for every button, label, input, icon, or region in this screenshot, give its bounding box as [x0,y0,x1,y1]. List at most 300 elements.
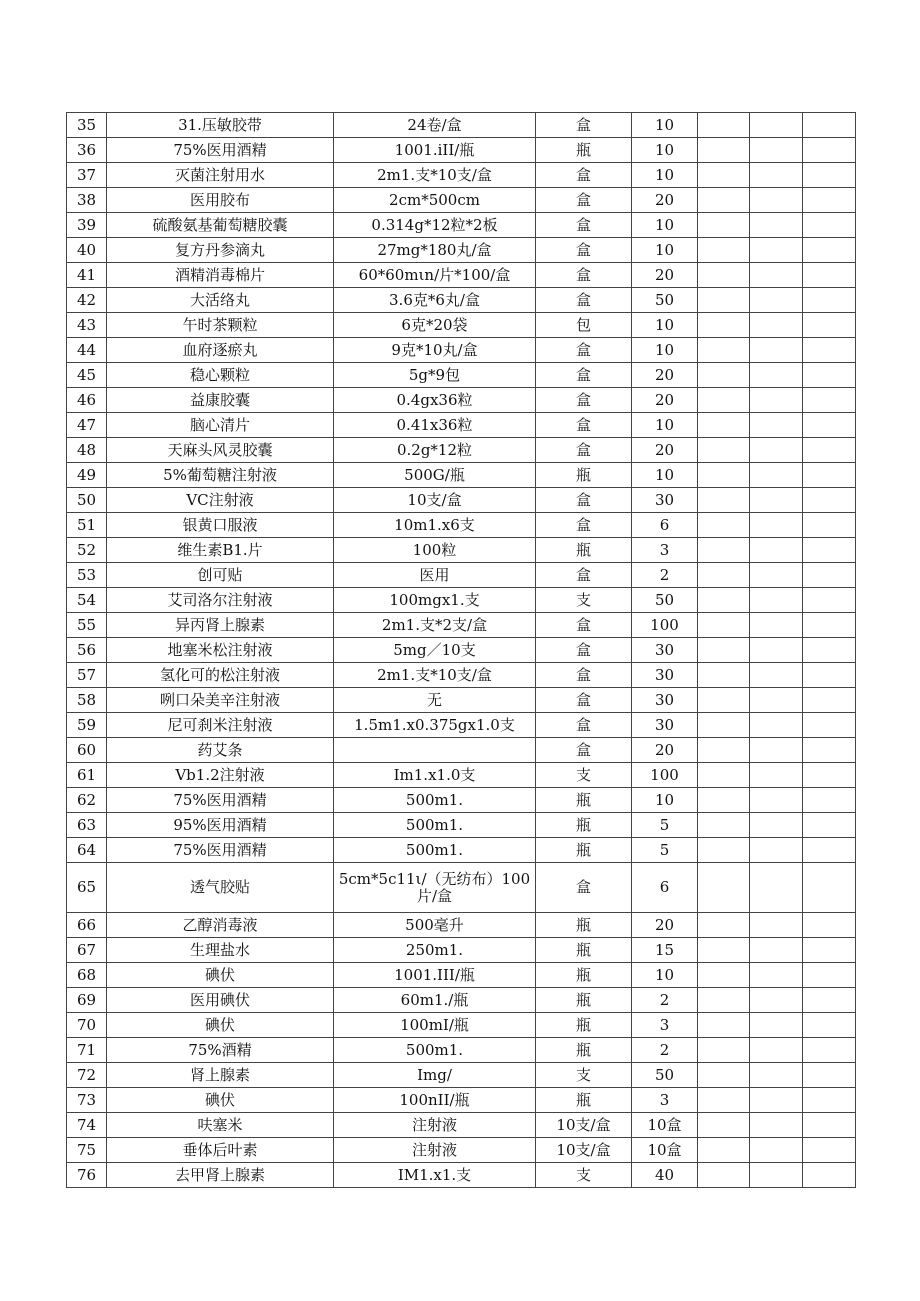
empty-cell [698,913,750,938]
empty-cell [750,1088,803,1113]
empty-cell [750,813,803,838]
item-spec: 5g*9包 [334,363,536,388]
row-number: 65 [67,863,107,913]
row-number: 74 [67,1113,107,1138]
item-name: 创可贴 [107,563,334,588]
empty-cell [803,738,856,763]
table-row [67,488,856,513]
item-name: 碘伏 [107,1088,334,1113]
item-spec: 5mg／10支 [334,638,536,663]
item-unit: 盒 [536,563,632,588]
item-spec [334,738,536,763]
table-row [67,1088,856,1113]
empty-cell [803,1163,856,1188]
item-unit: 10支/盒 [536,1138,632,1163]
item-spec: 0.41x36粒 [334,413,536,438]
empty-cell [750,663,803,688]
row-number: 53 [67,563,107,588]
empty-cell [698,138,750,163]
item-name: 碘伏 [107,963,334,988]
item-spec: 6克*20袋 [334,313,536,338]
item-unit: 支 [536,763,632,788]
item-name: 银黄口服液 [107,513,334,538]
empty-cell [803,663,856,688]
empty-cell [698,588,750,613]
item-unit: 瓶 [536,813,632,838]
item-unit: 盒 [536,363,632,388]
empty-cell [803,838,856,863]
empty-cell [750,513,803,538]
row-number: 67 [67,938,107,963]
empty-cell [698,288,750,313]
empty-cell [698,538,750,563]
table-row [67,763,856,788]
empty-cell [803,338,856,363]
item-unit: 盒 [536,338,632,363]
item-unit: 盒 [536,488,632,513]
empty-cell [698,788,750,813]
row-number: 37 [67,163,107,188]
item-spec: 500m1. [334,813,536,838]
empty-cell [803,388,856,413]
empty-cell [750,963,803,988]
empty-cell [750,363,803,388]
table-row [67,338,856,363]
item-name: VC注射液 [107,488,334,513]
item-quantity: 10 [632,963,698,988]
table-row [67,363,856,388]
item-quantity: 20 [632,913,698,938]
item-spec: 无 [334,688,536,713]
row-number: 49 [67,463,107,488]
row-number: 72 [67,1063,107,1088]
empty-cell [750,1113,803,1138]
table-row [67,863,856,913]
item-spec: 100粒 [334,538,536,563]
item-quantity: 20 [632,363,698,388]
item-quantity: 10 [632,238,698,263]
item-unit: 瓶 [536,938,632,963]
empty-cell [750,638,803,663]
item-name: 灭菌注射用水 [107,163,334,188]
row-number: 70 [67,1013,107,1038]
item-spec: 2m1.支*2支/盒 [334,613,536,638]
item-name: 复方丹参滴丸 [107,238,334,263]
item-name: 地塞米松注射液 [107,638,334,663]
item-unit: 盒 [536,713,632,738]
empty-cell [698,313,750,338]
item-spec: 500m1. [334,1038,536,1063]
item-name: 75%医用酒精 [107,138,334,163]
empty-cell [750,838,803,863]
empty-cell [803,938,856,963]
item-quantity: 10 [632,463,698,488]
row-number: 43 [67,313,107,338]
item-unit: 盒 [536,738,632,763]
item-spec: 0.4gx36粒 [334,388,536,413]
item-spec: 注射液 [334,1138,536,1163]
item-unit: 盒 [536,413,632,438]
item-unit: 支 [536,588,632,613]
empty-cell [750,213,803,238]
empty-cell [750,413,803,438]
row-number: 75 [67,1138,107,1163]
item-spec: 10支/盒 [334,488,536,513]
empty-cell [750,988,803,1013]
item-name: 天麻头风灵胶囊 [107,438,334,463]
item-unit: 瓶 [536,1038,632,1063]
empty-cell [803,438,856,463]
item-quantity: 100 [632,763,698,788]
item-quantity: 6 [632,513,698,538]
row-number: 48 [67,438,107,463]
row-number: 73 [67,1088,107,1113]
row-number: 54 [67,588,107,613]
item-quantity: 30 [632,713,698,738]
empty-cell [750,188,803,213]
item-quantity: 50 [632,588,698,613]
table-row [67,1163,856,1188]
empty-cell [698,463,750,488]
empty-cell [803,313,856,338]
item-name: 生理盐水 [107,938,334,963]
empty-cell [750,563,803,588]
item-name: 5%葡萄糖注射液 [107,463,334,488]
table-row [67,138,856,163]
item-spec: 1001.iII/瓶 [334,138,536,163]
item-spec: 500m1. [334,788,536,813]
empty-cell [698,663,750,688]
empty-cell [803,288,856,313]
item-name: 碘伏 [107,1013,334,1038]
item-name: 大活络丸 [107,288,334,313]
empty-cell [698,413,750,438]
empty-cell [698,863,750,913]
item-quantity: 20 [632,438,698,463]
item-name: 75%医用酒精 [107,838,334,863]
item-name: 呋塞米 [107,1113,334,1138]
item-unit: 瓶 [536,463,632,488]
item-quantity: 10 [632,113,698,138]
empty-cell [750,738,803,763]
table-row [67,263,856,288]
item-spec: 9克*10丸/盒 [334,338,536,363]
table-row [67,838,856,863]
item-unit: 盒 [536,638,632,663]
table-row [67,1113,856,1138]
empty-cell [803,488,856,513]
item-name: Vb1.2注射液 [107,763,334,788]
empty-cell [698,1113,750,1138]
table-row [67,538,856,563]
item-spec: 2cm*500cm [334,188,536,213]
item-spec: 100mgx1.支 [334,588,536,613]
item-unit: 支 [536,1163,632,1188]
empty-cell [750,763,803,788]
item-name: 异丙肾上腺素 [107,613,334,638]
empty-cell [750,863,803,913]
item-name: 95%医用酒精 [107,813,334,838]
item-spec: IM1.x1.支 [334,1163,536,1188]
empty-cell [750,113,803,138]
item-quantity: 10 [632,788,698,813]
item-name: 艾司洛尔注射液 [107,588,334,613]
table-row [67,988,856,1013]
item-name: 硫酸氨基葡萄糖胶囊 [107,213,334,238]
item-unit: 盒 [536,688,632,713]
row-number: 61 [67,763,107,788]
item-unit: 盒 [536,438,632,463]
row-number: 66 [67,913,107,938]
item-unit: 盒 [536,263,632,288]
item-quantity: 50 [632,1063,698,1088]
empty-cell [803,913,856,938]
empty-cell [803,1013,856,1038]
table-row [67,788,856,813]
empty-cell [750,488,803,513]
table-row [67,188,856,213]
empty-cell [803,363,856,388]
empty-cell [698,563,750,588]
empty-cell [803,163,856,188]
item-spec: 24卷/盒 [334,113,536,138]
item-quantity: 5 [632,838,698,863]
row-number: 44 [67,338,107,363]
table-row [67,613,856,638]
item-name: 医用胶布 [107,188,334,213]
item-quantity: 5 [632,813,698,838]
empty-cell [803,538,856,563]
empty-cell [750,588,803,613]
item-unit: 瓶 [536,988,632,1013]
row-number: 57 [67,663,107,688]
item-name: 稳心颗粒 [107,363,334,388]
item-name: 75%医用酒精 [107,788,334,813]
empty-cell [750,1138,803,1163]
row-number: 47 [67,413,107,438]
empty-cell [750,713,803,738]
item-spec: 500m1. [334,838,536,863]
table-row [67,638,856,663]
empty-cell [698,738,750,763]
item-quantity: 2 [632,988,698,1013]
item-unit: 瓶 [536,913,632,938]
empty-cell [803,113,856,138]
item-name: 尼可刹米注射液 [107,713,334,738]
item-unit: 盒 [536,213,632,238]
item-quantity: 10盒 [632,1113,698,1138]
empty-cell [803,1063,856,1088]
empty-cell [698,838,750,863]
item-quantity: 40 [632,1163,698,1188]
row-number: 40 [67,238,107,263]
empty-cell [698,388,750,413]
item-unit: 盒 [536,513,632,538]
empty-cell [698,963,750,988]
item-spec: Im1.x1.0支 [334,763,536,788]
item-spec: 1001.III/瓶 [334,963,536,988]
empty-cell [750,338,803,363]
row-number: 64 [67,838,107,863]
empty-cell [698,188,750,213]
table-row [67,938,856,963]
empty-cell [698,338,750,363]
item-spec: 0.2g*12粒 [334,438,536,463]
empty-cell [750,1038,803,1063]
item-quantity: 20 [632,388,698,413]
item-spec: 2m1.支*10支/盒 [334,663,536,688]
item-name: 75%酒精 [107,1038,334,1063]
empty-cell [803,563,856,588]
item-spec: 100mI/瓶 [334,1013,536,1038]
table-row [67,413,856,438]
item-quantity: 10盒 [632,1138,698,1163]
item-spec: Img/ [334,1063,536,1088]
table-row [67,713,856,738]
row-number: 50 [67,488,107,513]
empty-cell [750,288,803,313]
item-name: 维生素B1.片 [107,538,334,563]
empty-cell [750,538,803,563]
empty-cell [698,163,750,188]
table-row [67,1038,856,1063]
table-row [67,1063,856,1088]
item-spec: 0.314g*12粒*2板 [334,213,536,238]
empty-cell [803,588,856,613]
item-spec: 100nII/瓶 [334,1088,536,1113]
empty-cell [698,1088,750,1113]
table-row [67,113,856,138]
table-row [67,663,856,688]
item-spec: 250m1. [334,938,536,963]
item-unit: 盒 [536,863,632,913]
empty-cell [750,313,803,338]
item-spec: 5cm*5c11ι/（无纺布）100片/盒 [334,863,536,913]
table-row [67,388,856,413]
empty-cell [750,138,803,163]
empty-cell [750,388,803,413]
row-number: 51 [67,513,107,538]
empty-cell [698,813,750,838]
item-quantity: 20 [632,188,698,213]
item-unit: 盒 [536,288,632,313]
item-name: 咧口朵美辛注射液 [107,688,334,713]
row-number: 46 [67,388,107,413]
item-name: 乙醇消毒液 [107,913,334,938]
empty-cell [750,938,803,963]
item-quantity: 6 [632,863,698,913]
row-number: 68 [67,963,107,988]
empty-cell [803,638,856,663]
item-quantity: 20 [632,263,698,288]
item-unit: 盒 [536,388,632,413]
empty-cell [698,1063,750,1088]
item-quantity: 10 [632,213,698,238]
empty-cell [698,938,750,963]
empty-cell [698,363,750,388]
item-spec: 2m1.支*10支/盒 [334,163,536,188]
empty-cell [750,913,803,938]
table-row [67,463,856,488]
row-number: 45 [67,363,107,388]
empty-cell [803,238,856,263]
empty-cell [750,238,803,263]
table-row [67,563,856,588]
row-number: 36 [67,138,107,163]
table-row [67,688,856,713]
item-unit: 瓶 [536,1013,632,1038]
empty-cell [750,163,803,188]
item-spec: 注射液 [334,1113,536,1138]
empty-cell [750,1013,803,1038]
table-row [67,213,856,238]
table-row [67,1138,856,1163]
empty-cell [803,788,856,813]
item-spec: 27mg*180丸/盒 [334,238,536,263]
table-row [67,513,856,538]
item-spec: 1.5m1.x0.375gx1.0支 [334,713,536,738]
row-number: 56 [67,638,107,663]
empty-cell [803,988,856,1013]
item-quantity: 30 [632,663,698,688]
inventory-table [66,112,856,1188]
empty-cell [698,1038,750,1063]
empty-cell [803,213,856,238]
table-row [67,913,856,938]
empty-cell [803,1113,856,1138]
row-number: 39 [67,213,107,238]
item-spec: 60*60mιn/片*100/盒 [334,263,536,288]
item-quantity: 15 [632,938,698,963]
item-quantity: 3 [632,1013,698,1038]
item-quantity: 30 [632,688,698,713]
item-quantity: 10 [632,413,698,438]
empty-cell [698,213,750,238]
item-quantity: 10 [632,163,698,188]
empty-cell [698,113,750,138]
item-spec: 60m1./瓶 [334,988,536,1013]
item-quantity: 2 [632,563,698,588]
item-quantity: 20 [632,738,698,763]
item-unit: 支 [536,1063,632,1088]
item-quantity: 10 [632,138,698,163]
item-name: 酒精消毒棉片 [107,263,334,288]
row-number: 52 [67,538,107,563]
empty-cell [803,1038,856,1063]
empty-cell [803,413,856,438]
item-name: 31.压敏胶带 [107,113,334,138]
item-name: 氢化可的松注射液 [107,663,334,688]
empty-cell [803,138,856,163]
item-spec: 500G/瓶 [334,463,536,488]
table-row [67,1013,856,1038]
empty-cell [750,1163,803,1188]
empty-cell [698,688,750,713]
empty-cell [698,263,750,288]
table-row [67,238,856,263]
row-number: 58 [67,688,107,713]
empty-cell [803,813,856,838]
item-spec: 10m1.x6支 [334,513,536,538]
item-unit: 盒 [536,163,632,188]
empty-cell [803,1138,856,1163]
item-name: 肾上腺素 [107,1063,334,1088]
row-number: 69 [67,988,107,1013]
row-number: 41 [67,263,107,288]
empty-cell [803,188,856,213]
item-unit: 包 [536,313,632,338]
empty-cell [803,613,856,638]
